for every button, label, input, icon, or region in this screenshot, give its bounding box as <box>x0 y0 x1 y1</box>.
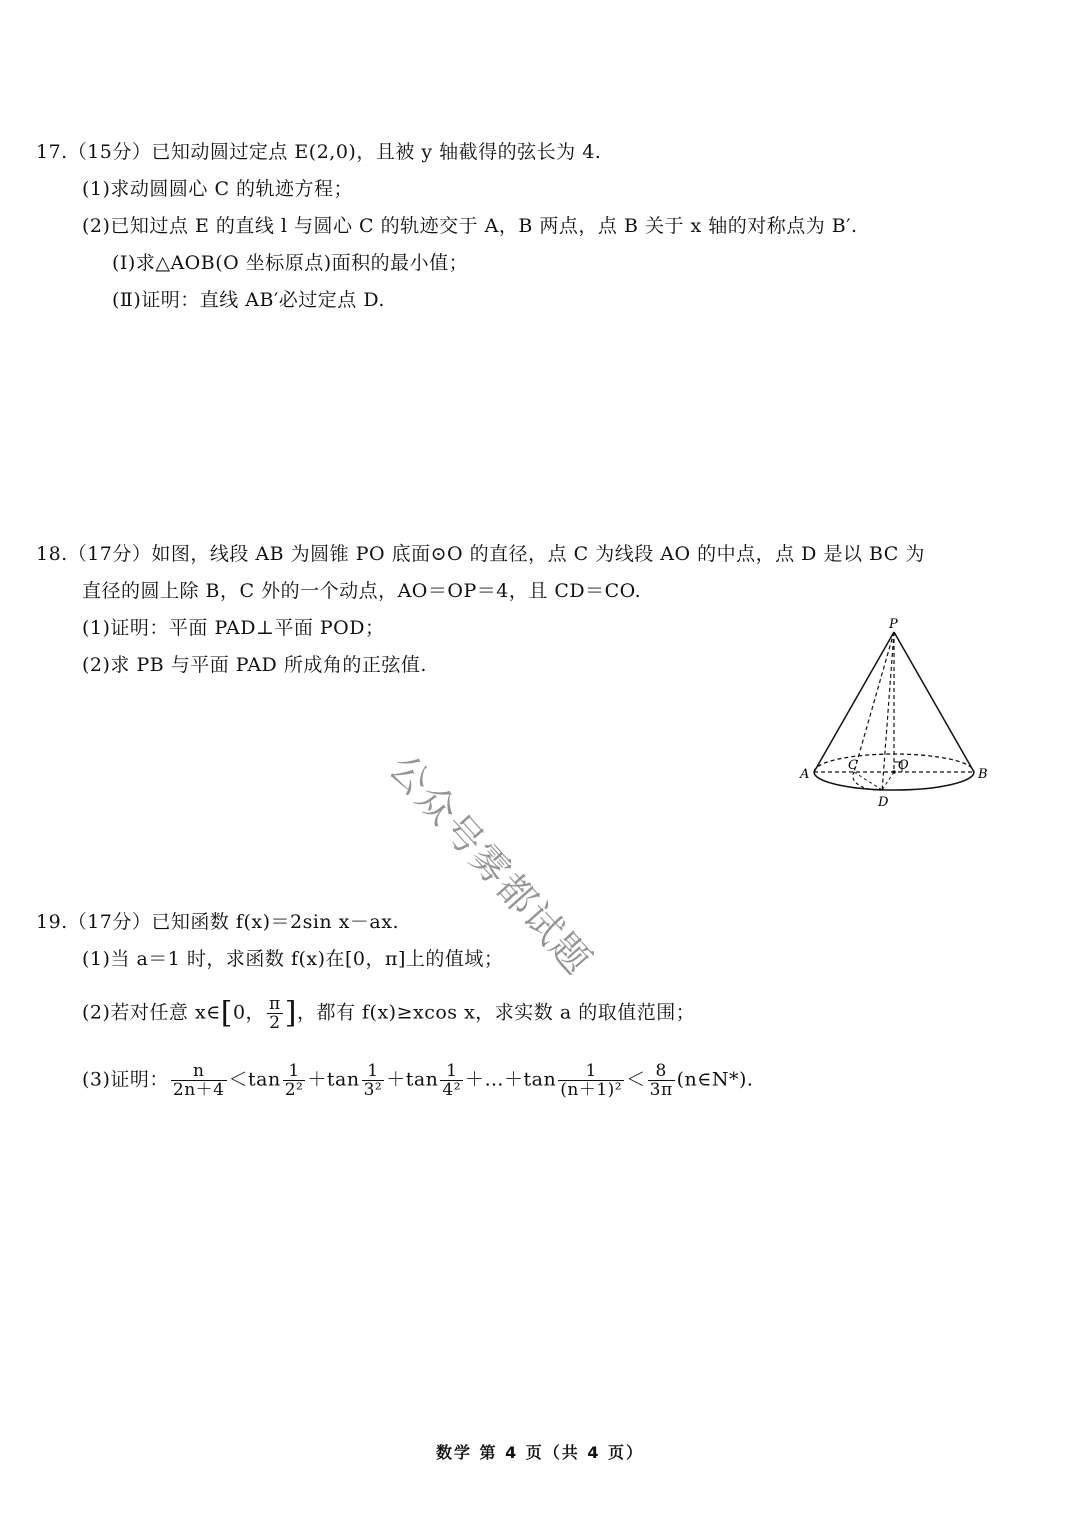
frac-den: 2n＋4 <box>172 1080 225 1100</box>
q19-part2 <box>82 995 695 1032</box>
q19-part1: (1)当 a＝1 时，求函数 f(x)在[0，π]上的值域； <box>82 948 504 970</box>
interval-open: [ <box>220 995 233 1031</box>
label-c: C <box>848 758 858 773</box>
frac-den: 2² <box>284 1080 304 1100</box>
interval-zero: 0， <box>232 1001 266 1024</box>
q19-part3 <box>82 1062 753 1099</box>
frac-num: n <box>171 1062 227 1081</box>
frac-1-over-2sq <box>283 1062 306 1099</box>
label-d: D <box>878 795 889 810</box>
q17-part1: (1)求动圆圆心 C 的轨迹方程； <box>82 178 354 200</box>
q17-head: 17.（15分）已知动圆过定点 E(2,0)，且被 y 轴截得的弦长为 4. <box>36 141 602 163</box>
frac-8-over-3pi <box>648 1062 675 1099</box>
q19-head: 19.（17分）已知函数 f(x)＝2sin x－ax. <box>36 911 399 933</box>
interval-close: ] <box>284 995 297 1031</box>
cone-figure <box>796 612 996 812</box>
plus-tan-2: ＋tan <box>386 1068 439 1091</box>
frac-den: 4² <box>442 1080 462 1100</box>
plus-tan-dots: ＋…＋tan <box>465 1068 557 1091</box>
plus-tan-1: ＋tan <box>307 1068 360 1091</box>
frac-den: 2 <box>269 1013 281 1033</box>
q19-part3-pre: (3)证明： <box>82 1068 169 1091</box>
label-p: P <box>889 617 898 632</box>
frac-1-over-3sq <box>362 1062 385 1099</box>
q18-part1: (1)证明：平面 PAD⊥平面 POD； <box>82 617 385 639</box>
frac-num: 1 <box>362 1062 385 1081</box>
frac-num: 8 <box>648 1062 675 1081</box>
q17-part2: (2)已知过点 E 的直线 l 与圆心 C 的轨迹交于 A，B 两点，点 B 关于 x 轴的对称点为 B′. <box>82 215 858 237</box>
q19-part2-post: ，都有 f(x)≥xcos x，求实数 a 的取值范围； <box>296 1001 696 1024</box>
frac-n-over-2n4 <box>171 1062 227 1099</box>
ineq-lt: ＜ <box>626 1068 646 1091</box>
q17-part2-ii: (Ⅱ)证明：直线 AB′必过定点 D. <box>112 289 385 311</box>
frac-pi-over-2 <box>267 995 283 1032</box>
frac-den: (n＋1)² <box>560 1080 623 1100</box>
page-footer: 数学 第 4 页（共 4 页） <box>435 1443 645 1462</box>
frac-num: 1 <box>440 1062 463 1081</box>
q17-part2-i: (Ⅰ)求△AOB(O 坐标原点)面积的最小值； <box>112 252 469 274</box>
frac-num: π <box>269 994 281 1014</box>
frac-den: 3² <box>363 1080 383 1100</box>
frac-1-over-n1sq <box>558 1062 624 1099</box>
label-a: A <box>800 767 810 782</box>
q19-part3-post: (n∈N*). <box>676 1068 754 1091</box>
frac-1-over-4sq <box>440 1062 463 1099</box>
q18-part2: (2)求 PB 与平面 PAD 所成角的正弦值. <box>82 654 427 676</box>
q18-head: 18.（17分）如图，线段 AB 为圆锥 PO 底面⊙O 的直径，点 C 为线段 AO 的中点，点 D 是以 BC 为 <box>36 543 925 565</box>
frac-num: 1 <box>283 1062 306 1081</box>
watermark: 公众号雾都试题 <box>380 746 601 984</box>
frac-num: 1 <box>558 1062 624 1081</box>
label-o: O <box>898 758 909 773</box>
q19-part2-pre: (2)若对任意 x∈ <box>82 1001 221 1024</box>
ineq-lt-tan: ＜tan <box>228 1068 281 1091</box>
label-b: B <box>978 767 988 782</box>
frac-den: 3π <box>649 1080 673 1100</box>
q18-head-cont: 直径的圆上除 B，C 外的一个动点，AO＝OP＝4，且 CD＝CO. <box>82 580 642 602</box>
